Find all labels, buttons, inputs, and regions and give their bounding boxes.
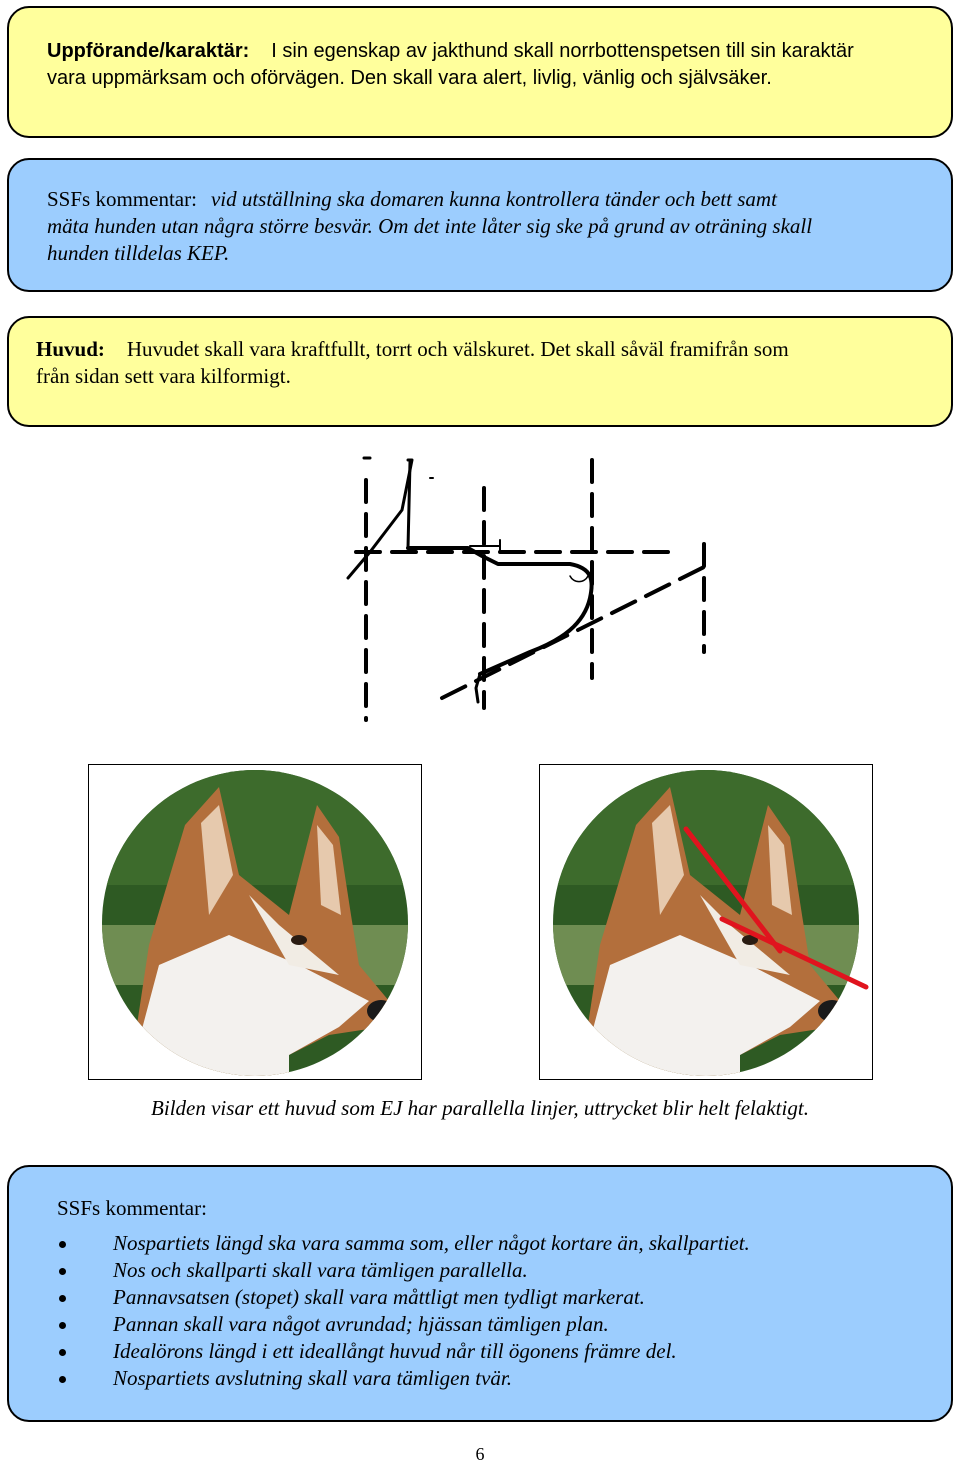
ssf-comment-text-1b: mäta hunden utan några större besvär.	[47, 214, 373, 238]
ssf-comment-box-2	[7, 1165, 953, 1422]
ssf-comment-text-1c: Om det inte låter sig ske på grund av oträning skall	[378, 214, 813, 238]
ssf-comment-text-1a: vid utställning ska domaren kunna kontrollera tänder och bett samt	[210, 187, 777, 211]
uppforande-line1	[47, 38, 931, 65]
image-caption: Bilden visar ett huvud som EJ har parallella linjer, uttrycket blir helt felaktigt.	[151, 1096, 809, 1120]
ssf-comment-list	[57, 1230, 931, 1392]
ear-line	[408, 462, 410, 548]
dog-photo-1-svg	[89, 765, 420, 1078]
bullet-icon	[59, 1241, 66, 1248]
list-item	[57, 1230, 931, 1257]
page-number: 6	[475, 1444, 485, 1464]
dog-photo-2-svg	[540, 765, 871, 1078]
muzzle-profile-line	[408, 548, 592, 674]
list-item	[57, 1365, 931, 1392]
huvud-box	[7, 316, 953, 427]
ssf-comment-box-1	[7, 158, 953, 292]
huvud-text-2: från sidan sett vara kilformigt.	[36, 364, 291, 388]
bullet-icon	[59, 1268, 66, 1275]
list-item	[57, 1284, 931, 1311]
ssf-comment-label-2: SSFs kommentar:	[57, 1196, 207, 1220]
uppforande-box	[7, 6, 953, 138]
bullet-icon	[59, 1295, 66, 1302]
dashed-diagonal	[442, 566, 706, 698]
uppforande-text-2: vara uppmärksam och oförvägen. Den skall vara alert, livlig, vänlig och självsäker.	[47, 67, 772, 89]
huvud-label: Huvud:	[36, 337, 105, 361]
list-item-text: Idealörons längd i ett ideallångt huvud når till ögonens främre del.	[113, 1339, 677, 1363]
dog-photo-2	[539, 764, 873, 1080]
head-profile-diagram-svg	[330, 448, 730, 728]
ssf-comment-label-1: SSFs kommentar:	[47, 187, 197, 211]
uppforande-label: Uppförande/karaktär:	[47, 40, 250, 62]
list-item-text: Nospartiets längd ska vara samma som, eller något kortare än, skallpartiet.	[113, 1231, 750, 1255]
list-item-text: Nos och skallparti skall vara tämligen parallella.	[113, 1258, 528, 1282]
huvud-text-1: Huvudet skall vara kraftfullt, torrt och välskuret. Det skall såväl framifrån som	[126, 337, 789, 361]
list-item-text: Nospartiets avslutning skall vara tämligen tvär.	[113, 1366, 512, 1390]
skull-profile-line	[348, 460, 412, 578]
uppforande-text-1: I sin egenskap av jakthund skall norrbottenspetsen till sin karaktär	[271, 40, 854, 62]
bullet-icon	[59, 1376, 66, 1383]
bullet-icon	[59, 1349, 66, 1356]
ssf-comment-text-1d: hunden tilldelas KEP.	[47, 241, 230, 265]
jaw-line	[476, 674, 480, 702]
list-item-text: Pannavsatsen (stopet) skall vara måttligt men tydligt markerat.	[113, 1285, 645, 1309]
bullet-icon	[59, 1322, 66, 1329]
dog-photo-1	[88, 764, 422, 1080]
head-profile-diagram	[330, 448, 730, 728]
list-item-text: Pannan skall vara något avrundad; hjässan tämligen plan.	[113, 1312, 609, 1336]
list-item	[57, 1311, 931, 1338]
stop-angle-arc	[570, 576, 588, 582]
list-item	[57, 1257, 931, 1284]
list-item	[57, 1338, 931, 1365]
